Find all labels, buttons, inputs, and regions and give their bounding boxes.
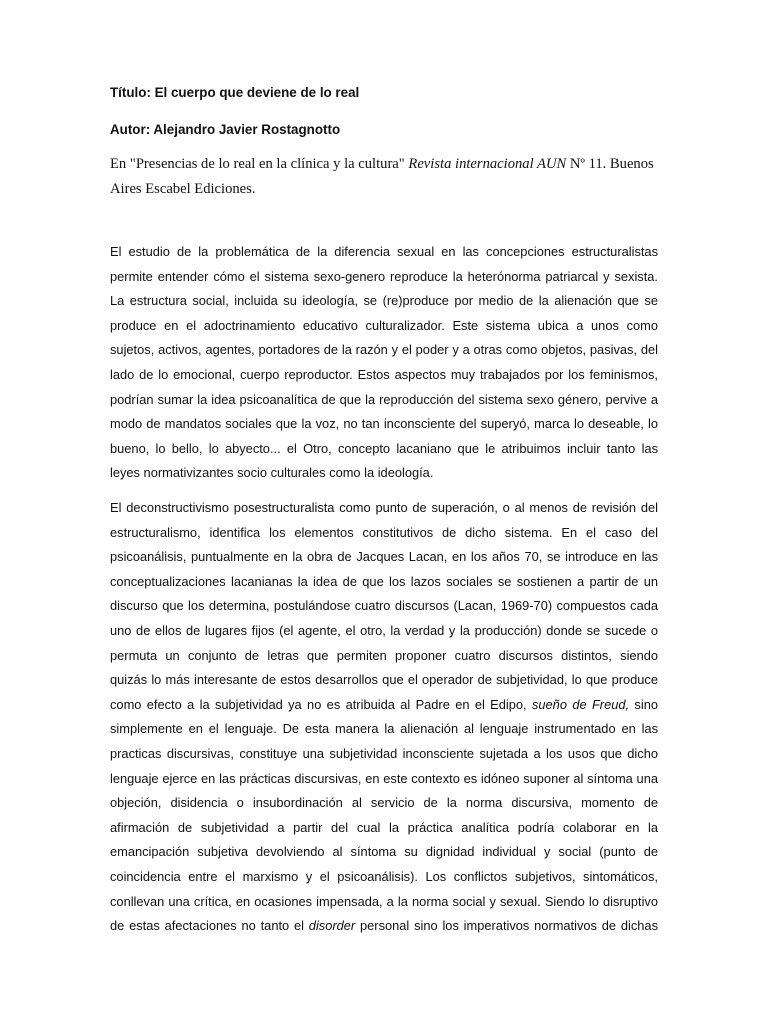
italic-word: disorder xyxy=(308,918,356,934)
source-prefix: En "Presencias de lo real en la clínica y la cultura" xyxy=(110,156,409,172)
text-line: practicas discursivas, constituye una subjetividad inconsciente sujetada a los usos que dicho xyxy=(110,745,658,761)
text-line: sujetos, activos, agentes, portadores de la razón y el poder y a otras como objetos, pasivas, del xyxy=(110,342,658,358)
text-line: produce en el adoctrinamiento educativo culturalizador. Este sistema ubica a unos como xyxy=(110,317,658,333)
source-issue: Nº 11. Buenos xyxy=(566,156,654,172)
text-fragment: sino xyxy=(629,696,658,712)
text-line: permuta un conjunto de letras que permiten proponer cuatro discursos distintos, siendo xyxy=(110,647,658,663)
text-line: afirmación de subjetividad a partir del cual la práctica analítica podría colaborar en la xyxy=(110,819,658,835)
text-line: podrían sumar la idea psicoanalítica de que la reproducción del sistema sexo género, pervive a xyxy=(110,391,658,407)
text-fragment: de estas afectaciones no tanto el xyxy=(110,918,309,934)
text-fragment: como efecto a la subjetividad ya no es atribuida al Padre en el Edipo, xyxy=(110,696,532,712)
text-line: coincidencia entre el marxismo y el psicoanálisis). Los conflictos subjetivos, sintomáticos, xyxy=(110,868,658,884)
document-title: Título: El cuerpo que deviene de lo real xyxy=(110,85,360,100)
text-line: El deconstructivismo posestructuralista como punto de superación, o al menos de revisión del xyxy=(110,500,658,515)
text-line: conllevan una crítica, en ocasiones impensada, a la norma social y sexual. Siendo lo disruptivo xyxy=(110,893,658,909)
text-line xyxy=(110,693,658,718)
text-line: emancipación subjetiva devolviendo al síntoma su dignidad individual y social (punto de xyxy=(110,844,658,860)
document-author: Autor: Alejandro Javier Rostagnotto xyxy=(110,122,341,137)
text-line: permite entender cómo el sistema sexo-genero reproduce la heterónorma patriarcal y sexista. xyxy=(110,268,658,284)
italic-phrase: sueño de Freud, xyxy=(531,696,630,712)
text-line: psicoanálisis, puntualmente en la obra de Jacques Lacan, en los años 70, se introduce en las xyxy=(110,549,658,565)
source-publisher: Aires Escabel Ediciones. xyxy=(110,181,256,197)
text-line: uno de ellos de lugares fijos (el agente, el otro, la verdad y la producción) donde se sucede o xyxy=(110,622,658,638)
text-line: leyes normativizantes socio culturales como la ideología. xyxy=(110,465,434,481)
text-line xyxy=(110,914,658,939)
text-line: discurso que los determina, postulándose cuatro discursos (Lacan, 1969-70) compuestos cada xyxy=(110,598,658,614)
text-line: bueno, lo bello, lo abyecto... el Otro, concepto lacaniano que le atribuimos incluir tanto las xyxy=(110,440,658,456)
document-page xyxy=(110,0,658,1024)
text-fragment: personal sino los imperativos normativos de dichas xyxy=(355,918,658,934)
paragraph-1 xyxy=(110,240,658,486)
text-line: estructuralismo, identifica los elementos constitutivos de dicho sistema. En el caso del xyxy=(110,524,658,540)
source-journal: Revista internacional AUN xyxy=(408,156,567,172)
text-line: modo de mandatos sociales que la voz, no tan inconsciente del superyó, marca lo deseable, lo xyxy=(110,416,658,432)
text-line: conceptualizaciones lacanianas la idea de que los lazos sociales se sostienen a partir de un xyxy=(110,573,658,589)
text-line: quizás lo más interesante de estos desarrollos que el operador de subjetividad, lo que produce xyxy=(110,672,658,688)
text-line: simplemente en el lenguaje. De esta manera la alienación al lenguaje instrumentado en las xyxy=(110,721,658,737)
source-citation xyxy=(110,152,658,202)
text-line: La estructura social, incluida su ideología, se (re)produce por medio de la alienación que se xyxy=(110,293,658,309)
text-line: objeción, disidencia o insubordinación al servicio de la norma discursiva, momento de xyxy=(110,795,658,811)
text-line: lenguaje ejerce en las prácticas discursivas, en este contexto es idóneo suponer al síntoma una xyxy=(110,770,658,786)
text-line: El estudio de la problemática de la diferencia sexual en las concepciones estructuralistas xyxy=(110,244,658,259)
text-line: lado de lo emocional, cuerpo reproductor. Estos aspectos muy trabajados por los feminismos, xyxy=(110,366,658,382)
paragraph-2 xyxy=(110,496,658,939)
